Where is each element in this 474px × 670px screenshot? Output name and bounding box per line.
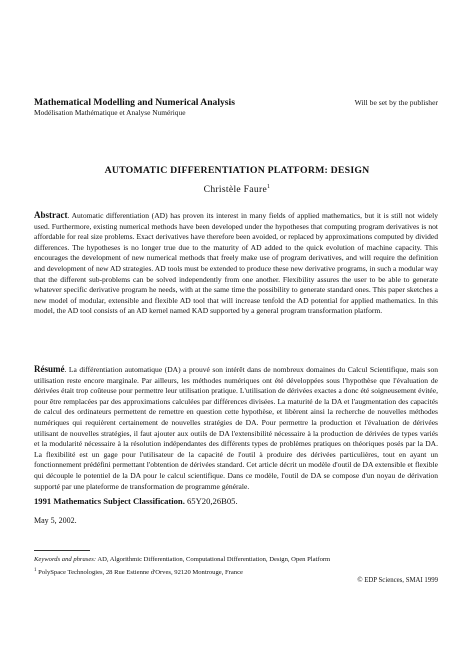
subject-classification: [34, 496, 438, 506]
copyright-notice: © EDP Sciences, SMAI 1999: [357, 577, 438, 584]
author-footnote-mark: 1: [267, 184, 271, 190]
keywords-text: AD, Algorithmic Differentiation, Computational Differentiation, Design, Open Platform: [96, 556, 331, 563]
abstract: [34, 210, 438, 317]
resume-label: Résumé: [34, 364, 65, 374]
journal-title: Mathematical Modelling and Numerical Analysis: [34, 97, 235, 108]
paper-title: AUTOMATIC DIFFERENTIATION PLATFORM: DESIGN: [104, 165, 370, 176]
msc-label: 1991 Mathematics Subject Classification.: [34, 496, 185, 506]
affiliation-footnote: [34, 566, 438, 577]
running-head: [34, 97, 438, 118]
publisher-note: Will be set by the publisher: [354, 98, 438, 107]
footnote-divider: [34, 550, 90, 551]
resume: [34, 364, 438, 492]
keywords-label: Keywords and phrases:: [34, 556, 97, 563]
abstract-text: . Automatic differentiation (AD) has proven its interest in many fields of applied mathematics, but it is still not widely used. Furthermore, existing numerical methods have been developed under the hypotheses that computing program derivatives is not affordable for real size problems. Exact derivatives have therefore been avoided, or replaced by approximations computed by divided differences. The hypotheses is no longer true due to the maturity of AD added to the quick evolution of machine capacity. This encourages the development of new numerical methods that freely make use of program derivatives, and will require the definition and development of new AD strategies. AD tools must be extended to produce these new derivative programs, in such a modular way that the different sub-problems can be solved independently from one another. Flexibility assures the user to be able to generate whatever specific derivative program he needs, with at the same time the possibility to generate standard ones. This paper sketches a new model of modular, extensible and flexible AD tool that will increase tenfold the AD potential for applied mathematics. In this model, the AD tool consists of an AD kernel named KAD supported by a general program transformation platform.: [34, 211, 438, 316]
paper-date: May 5, 2002.: [34, 516, 77, 525]
journal-subtitle: Modélisation Mathématique et Analyse Numérique: [34, 108, 186, 117]
abstract-label: Abstract: [34, 210, 68, 220]
resume-text: . La différentiation automatique (DA) a prouvé son intérêt dans de nombreux domaines du Calcul Scientifique, mais son utilisation reste encore marginale. Par ailleurs, les méthodes numériques ont été développées sous l'hypothèse que l'évaluation de dérivées était trop coûteuse pour permettre leur utilisation pratique. L'utilisation de dérivées exactes a donc été soigneusement évitée, pour être remplacées par des approximations calculées par différences divisées. La maturité de la DA et l'augmentation des capacités de calcul des ordinateurs permettent de remettre en question cette hypothèse, et libèrent ainsi la recherche de nouvelles méthodes numériques qui requièrent certainement de nouvelles stratégies de DA. Pour permettre la production et l'évaluation de dérivées utilisant de nouvelles stratégies, il faut ajouter aux outils de DA l'extensibilité nécessaire à la production de dérivées de types variés et la modularité nécessaire à la résolution indépendantes des différents types de problèmes pratiques on théoriques posés par la DA. La flexibilité est un gage pour l'utilisateur de la capacité de l'outil à produire des dérivées particulières, tout en ayant un fonctionnement prédéfini permettant l'obtention de dérivées standard. Cet article décrit un modèle d'outil de DA extensible et flexible qui découple le potentiel de la DA pour le calcul scientifique. Dans ce modèle, l'outil de DA se compose d'un noyau de dérivation supporté par une plateforme de transformation de programme générale.: [34, 365, 438, 491]
affiliation-mark: 1: [34, 568, 37, 573]
author: [0, 184, 474, 195]
author-name: Christèle Faure: [203, 184, 268, 196]
msc-codes: 65Y20,26B05.: [184, 496, 238, 506]
affiliation-text: PolySpace Technologies, 28 Rue Estienne d'Orves, 92120 Montrouge, France: [36, 569, 243, 577]
keywords-footnote: [34, 555, 438, 564]
